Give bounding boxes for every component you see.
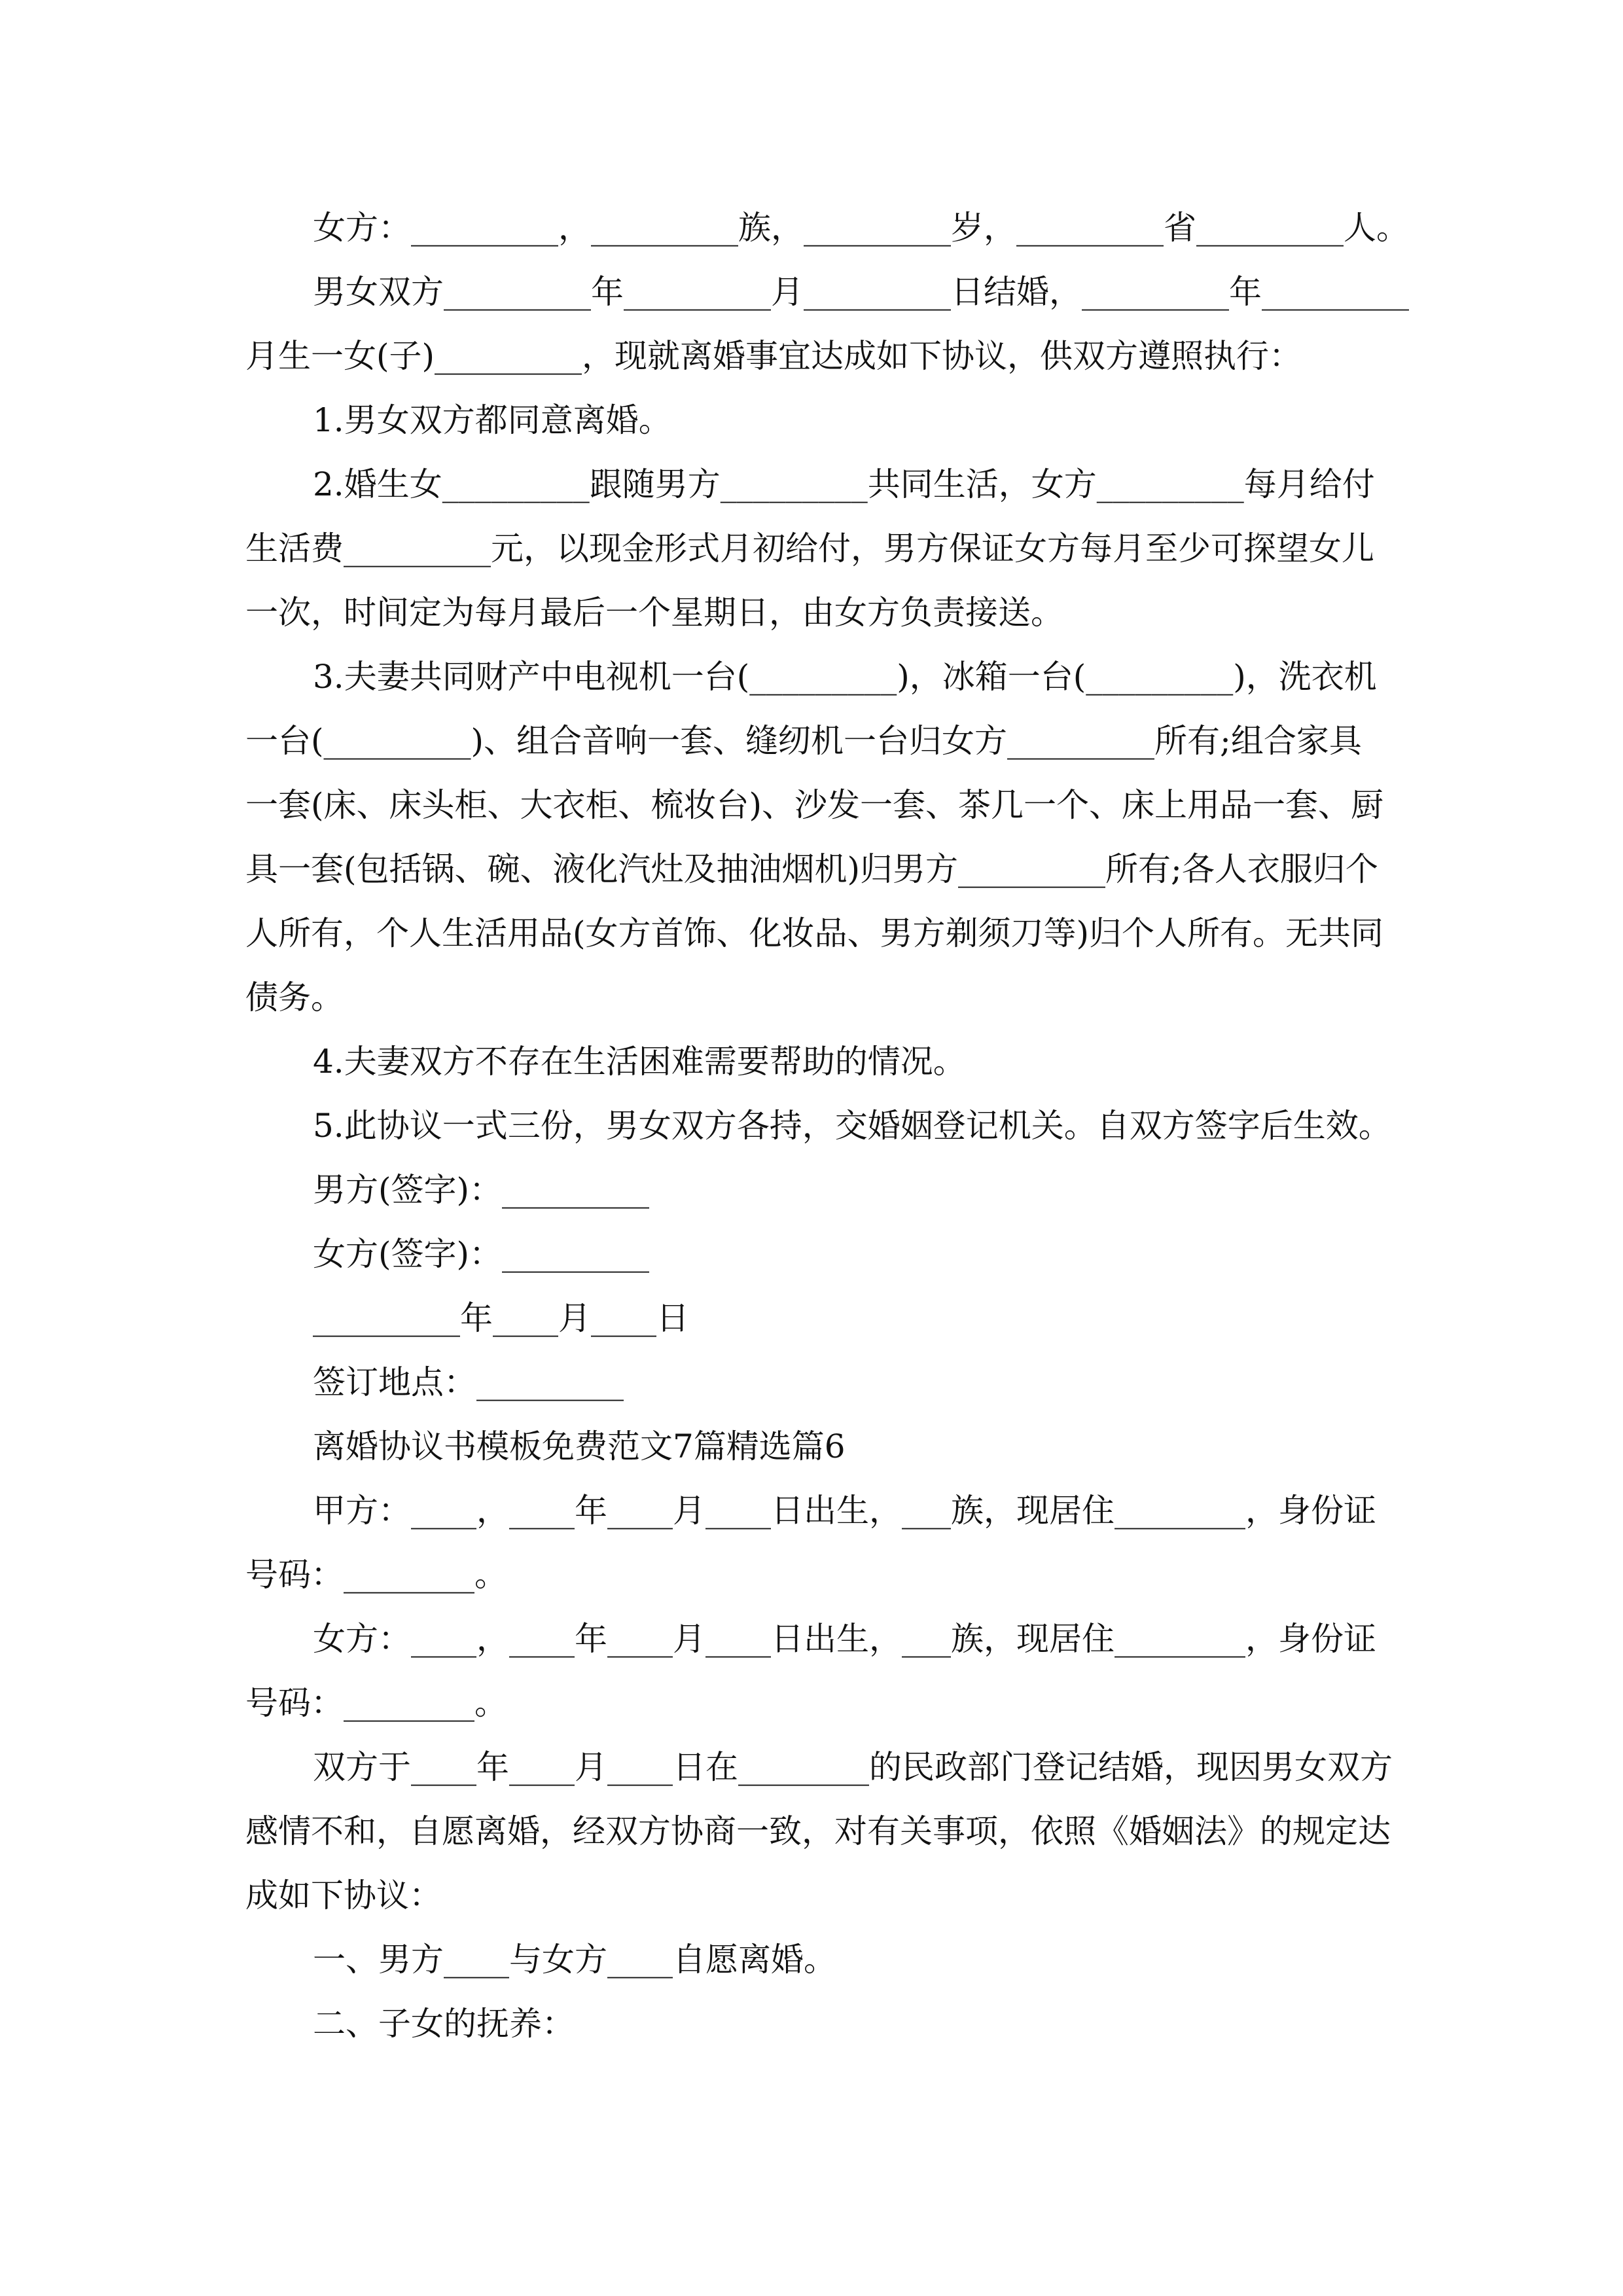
clause-3-line-1: 3.夫妻共同财产中电视机一台(_________)，冰箱一台(_________)，洗衣机 [313, 658, 1377, 696]
clause-2-line-1: 2.婚生女_________跟随男方_________共同生活，女方_________每月给付 [313, 465, 1375, 503]
preamble-line-3: 成如下协议： [245, 1876, 442, 1914]
marriage-date-line-1: 男女双方_________年_________月_________日结婚，_________年_________ [313, 273, 1409, 311]
clause-3-line-5: 人所有，个人生活用品(女方首饰、化妆品、男方剃须刀等)归个人所有。无共同 [245, 914, 1384, 952]
party-a-line-1: 甲方：____，____年____月____日出生，___族，现居住________，身份证 [313, 1492, 1376, 1530]
marriage-date-line-2: 月生一女(子)_________，现就离婚事宜达成如下协议，供双方遵照执行： [245, 337, 1302, 375]
article-2-heading: 二、子女的抚养： [313, 2005, 575, 2043]
signing-place-line: 签订地点：_________ [313, 1363, 624, 1401]
clause-2-line-3: 一次，时间定为每月最后一个星期日，由女方负责接送。 [245, 594, 1063, 632]
clause-3-line-2: 一台(_________)、组合音响一套、缝纫机一台归女方_________所有;组合家具 [245, 722, 1362, 760]
party-woman-info-line: 女方：_________，_________族，_________岁，_________省_________人。 [313, 209, 1409, 247]
clause-5: 5.此协议一式三份，男女双方各持，交婚姻登记机关。自双方签字后生效。 [313, 1107, 1391, 1145]
preamble-line-2: 感情不和，自愿离婚，经双方协商一致，对有关事项，依照《婚姻法》的规定达 [245, 1812, 1391, 1850]
clause-2-line-2: 生活费_________元，以现金形式月初给付，男方保证女方每月至少可探望女儿 [245, 529, 1374, 567]
party-woman-line-1: 女方：____，____年____月____日出生，___族，现居住________，身份证 [313, 1620, 1376, 1658]
party-a-line-2: 号码：________。 [245, 1556, 507, 1594]
clause-3-line-6: 债务。 [245, 978, 344, 1016]
man-signature-line: 男方(签字)：_________ [313, 1171, 650, 1209]
article-1: 一、男方____与女方____自愿离婚。 [313, 1941, 836, 1979]
clause-1: 1.男女双方都同意离婚。 [313, 401, 671, 439]
clause-3-line-3: 一套(床、床头柜、大衣柜、梳妆台)、沙发一套、茶几一个、床上用品一套、厨 [245, 786, 1384, 824]
party-woman-line-2: 号码：________。 [245, 1684, 507, 1722]
woman-signature-line: 女方(签字)：_________ [313, 1235, 650, 1273]
date-line: _________年____月____日 [313, 1299, 689, 1337]
clause-4: 4.夫妻双方不存在生活困难需要帮助的情况。 [313, 1043, 966, 1081]
preamble-line-1: 双方于____年____月____日在________的民政部门登记结婚，现因男女双方 [313, 1748, 1393, 1786]
section-heading: 离婚协议书模板免费范文7篇精选篇6 [313, 1427, 846, 1465]
clause-3-line-4: 具一套(包括锅、碗、液化汽灶及抽油烟机)归男方_________所有;各人衣服归个 [245, 850, 1378, 888]
